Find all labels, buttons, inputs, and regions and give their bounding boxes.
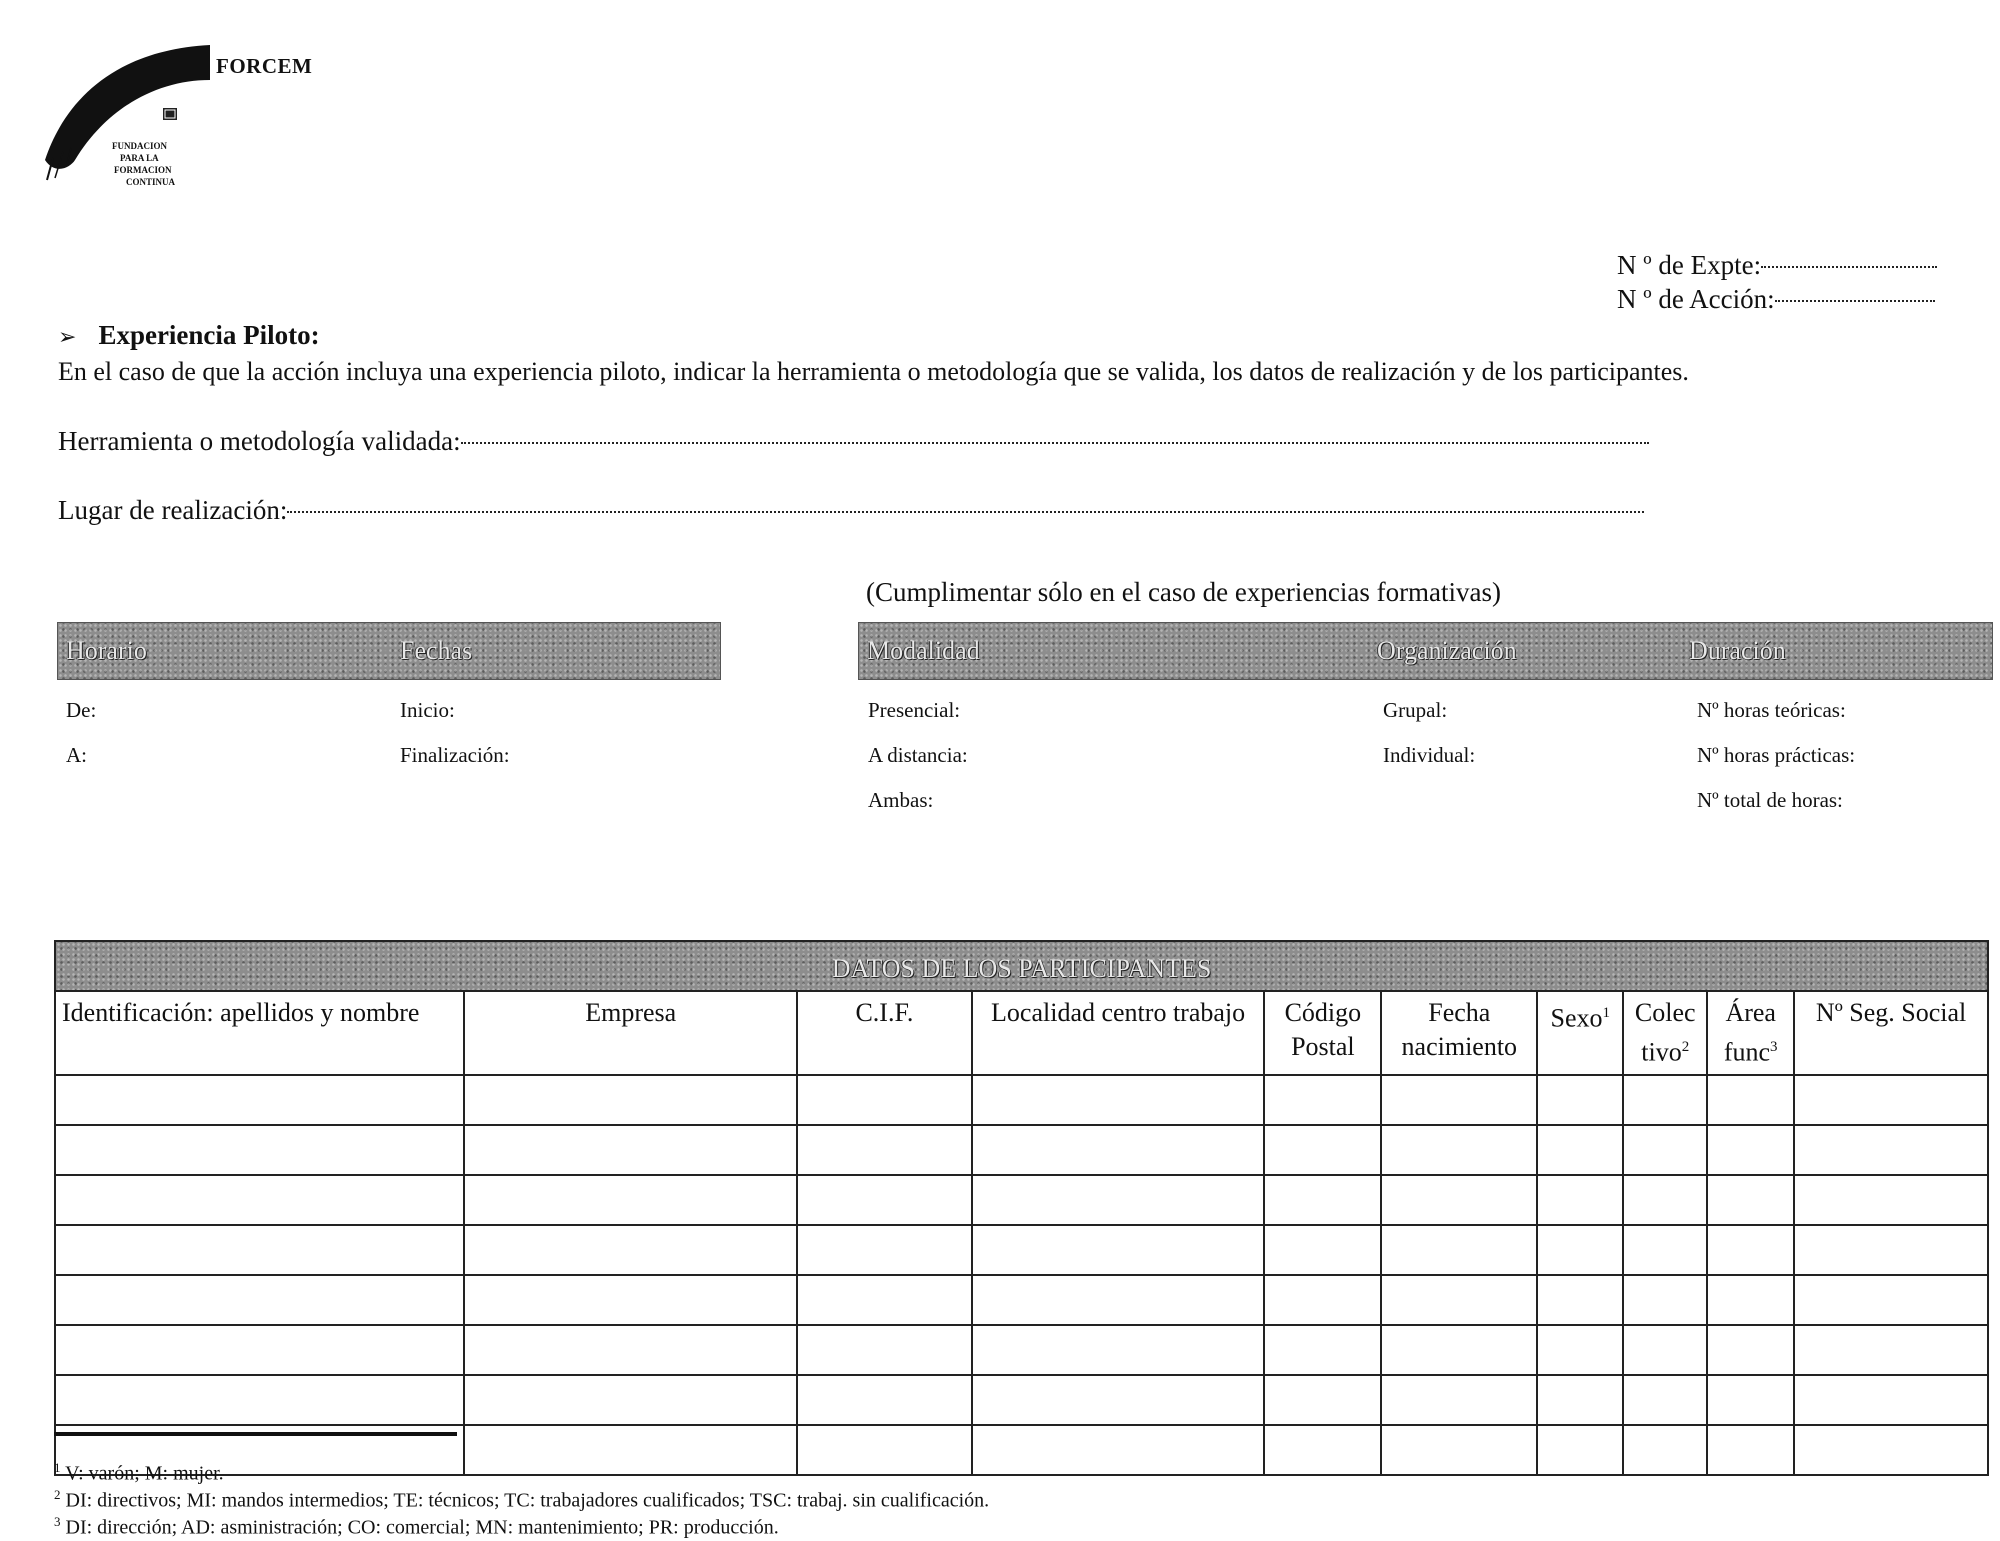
participants-title: DATOS DE LOS PARTICIPANTES xyxy=(831,954,1212,983)
table-cell[interactable] xyxy=(1707,1375,1794,1425)
footnote-1: $^1$ V: varón; M: mujer. xyxy=(54,1460,224,1485)
col-identificacion: Identificación: apellidos y nombre xyxy=(55,991,464,1075)
participants-table xyxy=(54,940,1989,1476)
table-cell[interactable] xyxy=(55,1125,464,1175)
lugar-blank[interactable] xyxy=(287,511,1644,513)
table-cell[interactable] xyxy=(1794,1225,1988,1275)
table-cell[interactable] xyxy=(55,1275,464,1325)
table-cell[interactable] xyxy=(1537,1275,1623,1325)
fecha-fin-label: Finalización: xyxy=(400,743,510,767)
table-row xyxy=(55,1325,1988,1375)
table-cell[interactable] xyxy=(1623,1075,1707,1125)
organizacion-header: Organización xyxy=(1377,636,1517,665)
fecha-inicio-label: Inicio: xyxy=(400,698,455,722)
herramienta-field xyxy=(58,426,1649,457)
modalidad-header: Modalidad xyxy=(867,636,980,665)
table-cell[interactable] xyxy=(1794,1375,1988,1425)
arrow-icon: ➢ xyxy=(58,324,77,349)
col-area-func: Área func$^3$ xyxy=(1707,991,1794,1075)
table-cell[interactable] xyxy=(972,1375,1265,1425)
note-text: (Cumplimentar sólo en el caso de experiencias formativas) xyxy=(866,577,1502,607)
section-title: ➢ Experiencia Piloto: xyxy=(58,320,320,350)
table-cell[interactable] xyxy=(1623,1325,1707,1375)
table-cell[interactable] xyxy=(1537,1175,1623,1225)
logo-subtitle: FUNDACION PARA LA FORMACION CONTINUA xyxy=(112,141,176,187)
table-cell[interactable] xyxy=(1381,1075,1537,1125)
table-cell[interactable] xyxy=(55,1175,464,1225)
col-codigo-postal: Código Postal xyxy=(1264,991,1381,1075)
table-cell[interactable] xyxy=(1794,1125,1988,1175)
table-cell[interactable] xyxy=(1264,1375,1381,1425)
table-cell[interactable] xyxy=(55,1375,464,1425)
table-cell[interactable] xyxy=(1707,1175,1794,1225)
table-cell[interactable] xyxy=(1537,1225,1623,1275)
table-cell[interactable] xyxy=(1707,1075,1794,1125)
table-cell[interactable] xyxy=(1537,1375,1623,1425)
participants-title-bar xyxy=(55,941,1988,991)
table-row xyxy=(55,1125,1988,1175)
table-row xyxy=(55,1075,1988,1125)
table-row xyxy=(55,1275,1988,1325)
accion-blank[interactable] xyxy=(1775,300,1935,302)
table-cell[interactable] xyxy=(972,1275,1265,1325)
table-cell[interactable] xyxy=(464,1125,797,1175)
table-cell[interactable] xyxy=(1623,1225,1707,1275)
table-cell[interactable] xyxy=(1264,1325,1381,1375)
table-cell[interactable] xyxy=(1623,1175,1707,1225)
col-localidad: Localidad centro trabajo xyxy=(972,991,1265,1075)
col-colectivo: Colec tivo$^2$ xyxy=(1623,991,1707,1075)
table-cell[interactable] xyxy=(1707,1425,1794,1475)
table-cell[interactable] xyxy=(797,1075,972,1125)
table-cell[interactable] xyxy=(1264,1125,1381,1175)
col-seg-social: Nº Seg. Social xyxy=(1794,991,1988,1075)
table-cell[interactable] xyxy=(1623,1375,1707,1425)
horario-de-label: De: xyxy=(66,698,97,722)
footnote-3: $^3$ DI: dirección; AD: asministración; CO: comercial; MN: mantenimiento; PR: producción. xyxy=(54,1514,779,1539)
table-cell[interactable] xyxy=(797,1225,972,1275)
accion-label: N º de Acción: xyxy=(1617,284,1775,314)
intro-text: En el caso de que la acción incluya una experiencia piloto, indicar la herramienta o metodología que se valida, los datos de realización y de los participantes. xyxy=(58,357,1689,386)
table-cell[interactable] xyxy=(464,1175,797,1225)
table-cell[interactable] xyxy=(55,1225,464,1275)
horario-fechas-header xyxy=(57,622,721,680)
modalidad-header-bar xyxy=(858,622,1993,680)
footnote-2: $^2$ DI: directivos; MI: mandos intermedios; TE: técnicos; TC: trabajadores cualificados; TSC: trabaj. sin cualificación. xyxy=(54,1487,990,1512)
table-cell[interactable] xyxy=(1381,1175,1537,1225)
horas-practicas-label: Nº horas prácticas: xyxy=(1697,743,1856,767)
table-cell[interactable] xyxy=(1264,1275,1381,1325)
lugar-label: Lugar de realización: xyxy=(58,495,288,525)
table-row xyxy=(55,1225,1988,1275)
table-cell[interactable] xyxy=(1381,1275,1537,1325)
presencial-label: Presencial: xyxy=(868,698,961,722)
table-cell[interactable] xyxy=(1264,1225,1381,1275)
table-cell[interactable] xyxy=(1794,1075,1988,1125)
table-cell[interactable] xyxy=(1537,1425,1623,1475)
table-cell[interactable] xyxy=(1707,1275,1794,1325)
table-cell[interactable] xyxy=(1623,1125,1707,1175)
table-cell[interactable] xyxy=(972,1075,1265,1125)
table-cell[interactable] xyxy=(1623,1425,1707,1475)
table-cell[interactable] xyxy=(972,1425,1265,1475)
expte-label: N º de Expte: xyxy=(1617,250,1762,280)
table-cell[interactable] xyxy=(464,1075,797,1125)
table-row xyxy=(55,1175,1988,1225)
table-cell[interactable] xyxy=(1381,1375,1537,1425)
expte-field xyxy=(1617,250,1937,281)
table-cell[interactable] xyxy=(1707,1325,1794,1375)
horario-header: Horario xyxy=(66,636,147,665)
table-cell[interactable] xyxy=(1794,1275,1988,1325)
table-cell[interactable] xyxy=(464,1325,797,1375)
ambas-label: Ambas: xyxy=(868,788,934,812)
table-cell[interactable] xyxy=(972,1125,1265,1175)
table-cell[interactable] xyxy=(464,1275,797,1325)
duracion-header: Duración xyxy=(1689,636,1786,665)
participants-header-row xyxy=(55,991,1988,1075)
col-fecha-nacimiento: Fecha nacimiento xyxy=(1381,991,1537,1075)
table-cell[interactable] xyxy=(797,1125,972,1175)
table-row xyxy=(55,1375,1988,1425)
table-cell[interactable] xyxy=(797,1275,972,1325)
table-cell[interactable] xyxy=(1794,1175,1988,1225)
table-cell[interactable] xyxy=(1537,1325,1623,1375)
table-cell[interactable] xyxy=(1381,1425,1537,1475)
table-cell[interactable] xyxy=(55,1075,464,1125)
individual-label: Individual: xyxy=(1383,743,1476,767)
table-cell[interactable] xyxy=(1794,1325,1988,1375)
table-cell[interactable] xyxy=(1381,1125,1537,1175)
table-cell[interactable] xyxy=(55,1325,464,1375)
table-cell[interactable] xyxy=(1537,1125,1623,1175)
table-cell[interactable] xyxy=(972,1175,1265,1225)
table-cell[interactable] xyxy=(1794,1425,1988,1475)
table-cell[interactable] xyxy=(1707,1125,1794,1175)
table-cell[interactable] xyxy=(1537,1075,1623,1125)
distancia-label: A distancia: xyxy=(868,743,968,767)
expte-blank[interactable] xyxy=(1761,266,1937,268)
lugar-field xyxy=(58,495,1644,526)
table-cell[interactable] xyxy=(972,1325,1265,1375)
fechas-header: Fechas xyxy=(400,636,473,665)
accion-field xyxy=(1617,284,1935,315)
table-cell[interactable] xyxy=(1264,1425,1381,1475)
herramienta-blank[interactable] xyxy=(461,442,1649,444)
table-cell[interactable] xyxy=(1707,1225,1794,1275)
grupal-label: Grupal: xyxy=(1383,698,1448,722)
table-cell[interactable] xyxy=(1381,1225,1537,1275)
table-cell[interactable] xyxy=(797,1325,972,1375)
horas-teoricas-label: Nº horas teóricas: xyxy=(1697,698,1846,722)
horas-total-label: Nº total de horas: xyxy=(1697,788,1843,812)
table-cell[interactable] xyxy=(1381,1325,1537,1375)
table-cell[interactable] xyxy=(797,1425,972,1475)
table-cell[interactable] xyxy=(464,1225,797,1275)
col-cif: C.I.F. xyxy=(797,991,972,1075)
table-cell[interactable] xyxy=(464,1425,797,1475)
footnote-rule xyxy=(54,1432,457,1436)
logo-name: FORCEM xyxy=(216,54,313,78)
col-empresa: Empresa xyxy=(464,991,797,1075)
table-cell[interactable] xyxy=(797,1375,972,1425)
table-cell[interactable] xyxy=(972,1225,1265,1275)
herramienta-label: Herramienta o metodología validada: xyxy=(58,426,461,456)
table-cell[interactable] xyxy=(464,1375,797,1425)
col-sexo: Sexo$^1$ xyxy=(1537,991,1623,1075)
table-cell[interactable] xyxy=(1264,1075,1381,1125)
table-cell[interactable] xyxy=(797,1175,972,1225)
table-cell[interactable] xyxy=(1623,1275,1707,1325)
table-cell[interactable] xyxy=(1264,1175,1381,1225)
horario-a-label: A: xyxy=(66,743,87,767)
